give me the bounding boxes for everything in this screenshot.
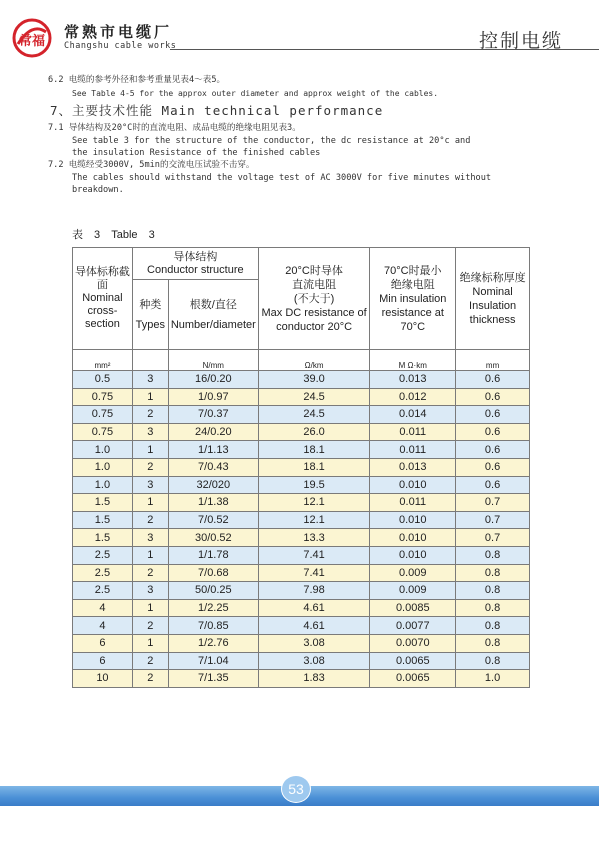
table-cell: 0.75 <box>73 388 133 406</box>
table-cell: 0.6 <box>456 371 530 389</box>
table-row <box>73 529 530 547</box>
table-cell: 2 <box>132 511 168 529</box>
table-cell: 2 <box>132 564 168 582</box>
table-cell: 0.6 <box>456 441 530 459</box>
unit-cell: Ω/km <box>258 350 370 371</box>
table-cell: 2 <box>132 406 168 424</box>
table-cell: 0.6 <box>456 476 530 494</box>
table-cell: 39.0 <box>258 371 370 389</box>
table-cell: 24/0.20 <box>168 423 258 441</box>
table-row <box>73 458 530 476</box>
table-cell: 7.41 <box>258 564 370 582</box>
table-cell: 1.5 <box>73 494 133 512</box>
table-cell: 1/2.76 <box>168 634 258 652</box>
table-cell: 2 <box>132 617 168 635</box>
header-insulation-thickness <box>456 248 530 350</box>
table-cell: 0.7 <box>456 511 530 529</box>
table-cell: 30/0.52 <box>168 529 258 547</box>
unit-cell: mm <box>456 350 530 371</box>
table-cell: 1.0 <box>73 441 133 459</box>
table-row <box>73 652 530 670</box>
table-cell: 0.013 <box>370 371 456 389</box>
table-cell: 0.0085 <box>370 599 456 617</box>
header-insulation-thickness-cn: 绝缘标称厚度 <box>459 271 526 284</box>
para-6-2-en: See Table 4-5 for the approx outer diameter and approx weight of the cables. <box>72 89 439 98</box>
table-cell: 1/2.25 <box>168 599 258 617</box>
table-cell: 3 <box>132 582 168 600</box>
table-cell: 0.6 <box>456 388 530 406</box>
table-cell: 0.75 <box>73 406 133 424</box>
table-cell: 3 <box>132 529 168 547</box>
table-cell: 1 <box>132 494 168 512</box>
table-cell: 0.012 <box>370 388 456 406</box>
table-cell: 0.010 <box>370 529 456 547</box>
table-row <box>73 634 530 652</box>
table-cell: 50/0.25 <box>168 582 258 600</box>
para-7-2-en-2: breakdown. <box>72 185 124 195</box>
table-cell: 1 <box>132 441 168 459</box>
table-cell: 1/1.13 <box>168 441 258 459</box>
table-cell: 2.5 <box>73 582 133 600</box>
table-cell: 1.0 <box>456 670 530 688</box>
table-cell: 1 <box>132 546 168 564</box>
table-cell: 0.011 <box>370 441 456 459</box>
table-cell: 2 <box>132 652 168 670</box>
spec-table <box>72 247 530 688</box>
table-row <box>73 582 530 600</box>
table-caption: 表 3 Table 3 <box>72 229 155 241</box>
company-logo <box>12 18 52 58</box>
table-cell: 3.08 <box>258 652 370 670</box>
table-cell: 0.7 <box>456 529 530 547</box>
table-cell: 18.1 <box>258 458 370 476</box>
table-cell: 1.83 <box>258 670 370 688</box>
table-cell: 1 <box>132 599 168 617</box>
table-row <box>73 511 530 529</box>
section-title: 控制电缆 <box>478 30 563 52</box>
unit-row <box>73 350 530 371</box>
table-cell: 0.0065 <box>370 670 456 688</box>
header-types <box>132 280 168 350</box>
table-cell: 10 <box>73 670 133 688</box>
table-cell: 12.1 <box>258 494 370 512</box>
table-cell: 0.0077 <box>370 617 456 635</box>
header-dc-resistance-en: Max DC resistance of conductor 20°C <box>261 306 367 333</box>
table-row <box>73 564 530 582</box>
table-cell: 7/0.68 <box>168 564 258 582</box>
table-cell: 1.0 <box>73 458 133 476</box>
table-cell: 0.6 <box>456 423 530 441</box>
company-name-cn: 常熟市电缆厂 <box>64 23 173 41</box>
table-cell: 4 <box>73 599 133 617</box>
header-insulation-resistance-cn1: 70°C时最小 <box>383 264 442 277</box>
table-cell: 0.6 <box>456 406 530 424</box>
table-cell: 0.8 <box>456 546 530 564</box>
table-cell: 7/1.04 <box>168 652 258 670</box>
unit-cell: mm² <box>73 350 133 371</box>
table-cell: 3.08 <box>258 634 370 652</box>
unit-cell: N/mm <box>168 350 258 371</box>
table-cell: 4.61 <box>258 599 370 617</box>
table-row <box>73 494 530 512</box>
company-name-en: Changshu cable works <box>64 41 177 51</box>
table-cell: 0.009 <box>370 582 456 600</box>
table-cell: 1.0 <box>73 476 133 494</box>
table-cell: 24.5 <box>258 388 370 406</box>
header-dc-resistance <box>258 248 370 350</box>
table-row <box>73 441 530 459</box>
table-cell: 0.8 <box>456 634 530 652</box>
header-insulation-thickness-en: Nominal Insulation thickness <box>469 285 517 326</box>
table-row <box>73 476 530 494</box>
header-cross-section-en: Nominal cross-section <box>82 292 123 330</box>
table-cell: 1/1.38 <box>168 494 258 512</box>
header-dc-resistance-cn1: 20°C时导体 <box>285 264 343 277</box>
table-cell: 0.8 <box>456 599 530 617</box>
table-cell: 0.8 <box>456 564 530 582</box>
table-cell: 2.5 <box>73 564 133 582</box>
table-cell: 7/1.35 <box>168 670 258 688</box>
header-number-diameter <box>168 280 258 350</box>
header-insulation-resistance <box>370 248 456 350</box>
table-cell: 0.014 <box>370 406 456 424</box>
header-insulation-resistance-cn2: 绝缘电阻 <box>390 278 435 291</box>
table-cell: 0.013 <box>370 458 456 476</box>
para-7-2-cn: 7.2 电缆经受3000V, 5min的交流电压试验不击穿。 <box>48 160 255 170</box>
header-insulation-resistance-en: Min insulation resistance at 70°C <box>379 292 447 333</box>
header-cross-section <box>73 248 133 350</box>
table-cell: 0.011 <box>370 494 456 512</box>
table-cell: 1.5 <box>73 511 133 529</box>
table-cell: 32/020 <box>168 476 258 494</box>
table-cell: 0.0070 <box>370 634 456 652</box>
table-cell: 2 <box>132 670 168 688</box>
table-cell: 2.5 <box>73 546 133 564</box>
header-conductor-structure-en: Conductor structure <box>147 263 244 276</box>
para-7-1-en-2: the insulation Resistance of the finished cables <box>72 148 321 158</box>
table-cell: 7.41 <box>258 546 370 564</box>
table-cell: 3 <box>132 476 168 494</box>
table-cell: 13.3 <box>258 529 370 547</box>
table-row <box>73 670 530 688</box>
table-row <box>73 371 530 389</box>
table-body <box>73 371 530 688</box>
table-cell: 1 <box>132 388 168 406</box>
table-cell: 0.8 <box>456 582 530 600</box>
header-cross-section-cn: 导体标称截面 <box>74 266 130 291</box>
table-cell: 0.8 <box>456 617 530 635</box>
unit-cell: M Ω·km <box>370 350 456 371</box>
table-cell: 6 <box>73 652 133 670</box>
table-cell: 0.010 <box>370 511 456 529</box>
table-row <box>73 423 530 441</box>
table-cell: 26.0 <box>258 423 370 441</box>
table-row <box>73 546 530 564</box>
table-cell: 6 <box>73 634 133 652</box>
header-conductor-structure <box>132 248 258 280</box>
table-cell: 0.011 <box>370 423 456 441</box>
table-cell: 1/1.78 <box>168 546 258 564</box>
table-cell: 7/0.52 <box>168 511 258 529</box>
para-6-2-cn: 6.2 电缆的参考外径和参考重量见表4～表5。 <box>48 75 226 85</box>
table-cell: 3 <box>132 423 168 441</box>
section-7-heading: 7、主要技术性能 Main technical performance <box>50 103 384 118</box>
table-row <box>73 617 530 635</box>
table-cell: 19.5 <box>258 476 370 494</box>
table-cell: 1 <box>132 634 168 652</box>
table-cell: 4 <box>73 617 133 635</box>
header-types-en: Types <box>135 318 166 331</box>
table-cell: 0.5 <box>73 371 133 389</box>
table-cell: 16/0.20 <box>168 371 258 389</box>
table-cell: 0.8 <box>456 652 530 670</box>
table-cell: 3 <box>132 371 168 389</box>
table-cell: 0.010 <box>370 546 456 564</box>
table-row <box>73 599 530 617</box>
logo-text: 常福 <box>18 34 46 49</box>
table-cell: 0.7 <box>456 494 530 512</box>
table-cell: 1.5 <box>73 529 133 547</box>
page-number: 53 <box>281 775 311 803</box>
header-dc-resistance-cn2: 直流电阻 <box>292 278 337 291</box>
table-cell: 0.6 <box>456 458 530 476</box>
para-7-1-en-1: See table 3 for the structure of the conductor, the dc resistance at 20°c and <box>72 136 471 146</box>
header-dc-resistance-cn3: (不大于) <box>293 292 335 305</box>
table-cell: 7/0.37 <box>168 406 258 424</box>
table-cell: 4.61 <box>258 617 370 635</box>
table-cell: 18.1 <box>258 441 370 459</box>
table-cell: 12.1 <box>258 511 370 529</box>
table-cell: 2 <box>132 458 168 476</box>
table-cell: 0.0065 <box>370 652 456 670</box>
para-7-2-en-1: The cables should withstand the voltage test of AC 3000V for five minutes without <box>72 173 492 183</box>
table-cell: 0.009 <box>370 564 456 582</box>
page-header <box>0 0 599 60</box>
header-conductor-structure-cn: 导体结构 <box>173 250 218 263</box>
table-row <box>73 388 530 406</box>
table-cell: 0.010 <box>370 476 456 494</box>
table-cell: 7.98 <box>258 582 370 600</box>
table-cell: 7/0.85 <box>168 617 258 635</box>
header-number-diameter-en: Number/diameter <box>170 318 256 331</box>
table-cell: 24.5 <box>258 406 370 424</box>
header-types-cn: 种类 <box>139 298 162 311</box>
table-cell: 7/0.43 <box>168 458 258 476</box>
table-row <box>73 406 530 424</box>
unit-cell <box>132 350 168 371</box>
para-7-1-cn: 7.1 导体结构及20°C时的直流电阻、成品电缆的绝缘电阻见表3。 <box>48 123 301 133</box>
table-cell: 0.75 <box>73 423 133 441</box>
table-cell: 1/0.97 <box>168 388 258 406</box>
header-number-diameter-cn: 根数/直径 <box>189 298 237 311</box>
